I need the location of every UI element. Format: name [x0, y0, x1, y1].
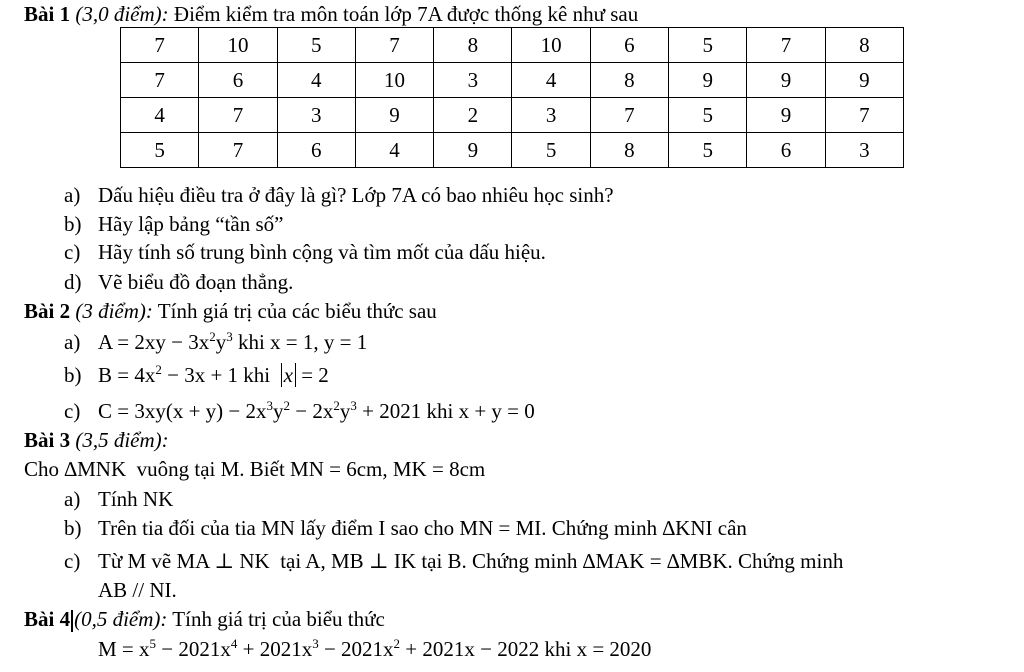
bai1-item-text: Hãy lập bảng “tần số”: [98, 212, 284, 236]
bai3-label: Bài 3: [24, 428, 71, 452]
table-cell: 10: [355, 63, 433, 98]
bai3-b-text: Trên tia đối của tia MN lấy điểm I sao cho MN = MI. Chứng minh ∆KNI cân: [98, 516, 747, 540]
bai4-heading: [24, 606, 385, 632]
table-cell: 5: [669, 133, 747, 168]
table-cell: 7: [747, 28, 825, 63]
bai2-b-label: b): [64, 363, 82, 387]
table-cell: 5: [277, 28, 355, 63]
table-cell: 9: [825, 63, 903, 98]
bai3-heading: [24, 427, 169, 453]
table-cell: 8: [590, 133, 668, 168]
bai2-c-label: c): [64, 399, 81, 423]
bai4-points: (0,5 điểm):: [74, 607, 168, 631]
bai2-c-expression: $C = 3xy(x + y) - 2x^3y^2 - 2x^2y^3 + 2021$ khi x + y = 0: [98, 398, 535, 423]
bai2-title: Tính giá trị của các biểu thức sau: [157, 299, 437, 323]
table-row: [121, 133, 904, 168]
table-cell: 7: [355, 28, 433, 63]
bai1-item-label: b): [64, 212, 82, 236]
table-cell: 4: [277, 63, 355, 98]
table-cell: 4: [121, 98, 199, 133]
table-cell: 8: [434, 28, 512, 63]
table-cell: 5: [121, 133, 199, 168]
bai1-item-text: Hãy tính số trung bình cộng và tìm mốt của dấu hiệu.: [98, 240, 546, 264]
table-cell: 7: [590, 98, 668, 133]
bai2-a-label: a): [64, 330, 81, 354]
table-cell: 9: [669, 63, 747, 98]
bai2-b-expression: $B = 4x^2 - 3x + 1$ khi x = 2: [98, 362, 329, 387]
table-cell: 10: [512, 28, 590, 63]
table-cell: 3: [434, 63, 512, 98]
bai3-intro-rest: vuông tại M. Biết: [136, 457, 285, 481]
table-cell: 7: [121, 63, 199, 98]
bai1-label: Bài 1: [24, 2, 71, 26]
table-cell: 5: [669, 98, 747, 133]
bai4-expression: $M = x^5 - 2021x^4 + 2021x^3 - 2021x^2 + 2021x - 2022$ khi x = 2020: [98, 636, 652, 661]
table-cell: 7: [825, 98, 903, 133]
table-cell: 6: [590, 28, 668, 63]
table-cell: 2: [434, 98, 512, 133]
bai1-heading: [24, 1, 638, 27]
table-cell: 7: [199, 98, 277, 133]
bai3-c-text: Từ M vẽ MA ⊥ NK tại A, MB ⊥ IK tại B. Chứng minh ∆MAK = ∆MBK. Chứng minh: [98, 549, 844, 573]
bai3-c-line2: AB // NI.: [98, 578, 177, 602]
bai2-label: Bài 2: [24, 299, 71, 323]
table-row: [121, 63, 904, 98]
bai4-label: Bài 4: [24, 607, 71, 631]
table-cell: 9: [747, 98, 825, 133]
bai3-a-text: Tính NK: [98, 487, 174, 511]
bai3-intro-cho: Cho: [24, 457, 60, 481]
table-cell: 8: [590, 63, 668, 98]
table-cell: 6: [277, 133, 355, 168]
text-cursor: [71, 610, 73, 632]
table-cell: 5: [512, 133, 590, 168]
table-cell: 7: [199, 133, 277, 168]
table-cell: 7: [121, 28, 199, 63]
bai2-a-expression: $A = 2xy - 3x^2y^3$ khi x = 1, y = 1: [98, 329, 368, 354]
bai3-intro-math: MN = 6cm, MK = 8cm: [290, 457, 486, 481]
table-row: [121, 28, 904, 63]
table-cell: 4: [355, 133, 433, 168]
table-cell: 5: [669, 28, 747, 63]
bai1-item-text: Dấu hiệu điều tra ở đây là gì? Lớp 7A có bao nhiêu học sinh?: [98, 183, 614, 207]
bai1-title: Điểm kiểm tra môn toán lớp 7A được thống kê như sau: [173, 2, 639, 26]
bai3-points: (3,5 điểm):: [75, 428, 169, 452]
bai3-intro: [24, 456, 485, 482]
table-cell: 6: [199, 63, 277, 98]
bai3-a-label: a): [64, 487, 81, 511]
bai2-points: (3 điểm):: [75, 299, 153, 323]
table-cell: 3: [825, 133, 903, 168]
bai1-item-text: Vẽ biểu đồ đoạn thẳng.: [98, 270, 294, 294]
bai3-c-label: c): [64, 549, 81, 573]
table-cell: 9: [355, 98, 433, 133]
bai2-heading: [24, 298, 437, 324]
table-cell: 9: [747, 63, 825, 98]
table-cell: 3: [277, 98, 355, 133]
bai1-item-label: c): [64, 240, 81, 264]
bai1-item-label: a): [64, 183, 81, 207]
bai1-item-label: d): [64, 270, 82, 294]
bai3-b-label: b): [64, 516, 82, 540]
bai4-title: Tính giá trị của biểu thức: [172, 607, 385, 631]
table-cell: 3: [512, 98, 590, 133]
score-table: [120, 27, 904, 168]
table-cell: 6: [747, 133, 825, 168]
table-cell: 10: [199, 28, 277, 63]
bai1-points: (3,0 điểm):: [75, 2, 169, 26]
table-cell: 4: [512, 63, 590, 98]
table-cell: 9: [434, 133, 512, 168]
bai3-triangle: ∆MNK: [64, 457, 127, 481]
table-row: [121, 98, 904, 133]
table-cell: 8: [825, 28, 903, 63]
